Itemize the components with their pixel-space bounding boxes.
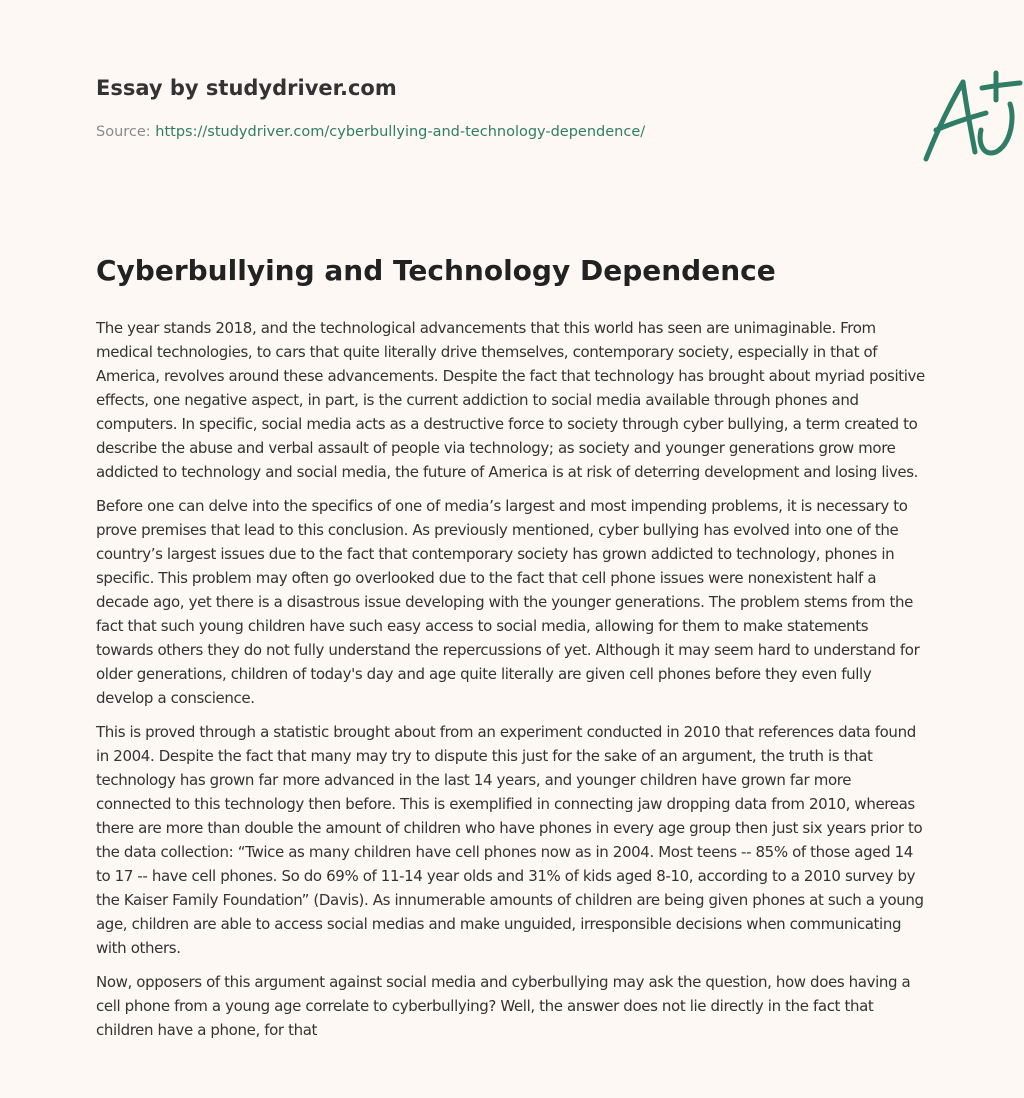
source-label: Source: (96, 124, 156, 140)
source-link[interactable]: https://studydriver.com/cyberbullying-and-technology-dependence/ (155, 124, 646, 140)
brand-heading: Essay by studydriver.com (96, 76, 397, 100)
essay-paragraph: This is proved through a statistic brought about from an experiment conducted in 2010 that references data found in 2004. Despite the fact that many may try to dispute this just for the sake of an argument, the truth is that technology has grown far more advanced in the last 14 years, and younger children have grown far more connected to this technology then before. This is exemplified in connecting jaw dropping data from 2010, whereas there are more than double the amount of children who have phones in every age group then just six years prior to the data collection: “Twice as many children have cell phones now as in 2004. Most teens -- 85% of those aged 14 to 17 -- have cell phones. So do 69% of 11-14 year olds and 31% of kids aged 8-10, according to a 2010 survey by the Kaiser Family Foundation” (Davis). As innumerable amounts of children are being given phones at such a young age, children are able to access social medias and make unguided, irresponsible decisions when communicating with others. (96, 723, 924, 957)
essay-body (96, 316, 926, 1052)
a-plus-logo-icon (914, 66, 1024, 166)
essay-paragraph: The year stands 2018, and the technological advancements that this world has seen are unimaginable. From medical technologies, to cars that quite literally drive themselves, contemporary society, especially in that of America, revolves around these advancements. Despite the fact that technology has brought about myriad positive effects, one negative aspect, in part, is the current addiction to social media available through phones and computers. In specific, social media acts as a destructive force to society through cyber bullying, a term created to describe the abuse and verbal assault of people via technology; as society and younger generations grow more addicted to technology and social media, the future of America is at risk of deterring development and losing lives. (96, 319, 925, 481)
essay-paragraph: Before one can delve into the specifics of one of media’s largest and most impending problems, it is necessary to prove premises that lead to this conclusion. As previously mentioned, cyber bullying has evolved into one of the country’s largest issues due to the fact that contemporary society has grown addicted to technology, phones in specific. This problem may often go overlooked due to the fact that cell phone issues were nonexistent half a decade ago, yet there is a disastrous issue developing with the younger generations. The problem stems from the fact that such young children have such easy access to social media, allowing for them to make statements towards others they do not fully understand the repercussions of yet. Although it may seem hard to understand for older generations, children of today's day and age quite literally are given cell phones before they even fully develop a conscience. (96, 497, 920, 707)
essay-title: Cyberbullying and Technology Dependence (96, 254, 776, 287)
essay-paragraph: Now, opposers of this argument against social media and cyberbullying may ask the question, how does having a cell phone from a young age correlate to cyberbullying? Well, the answer does not lie directly in the fact that children have a phone, for that (96, 973, 911, 1039)
source-line (96, 124, 645, 140)
